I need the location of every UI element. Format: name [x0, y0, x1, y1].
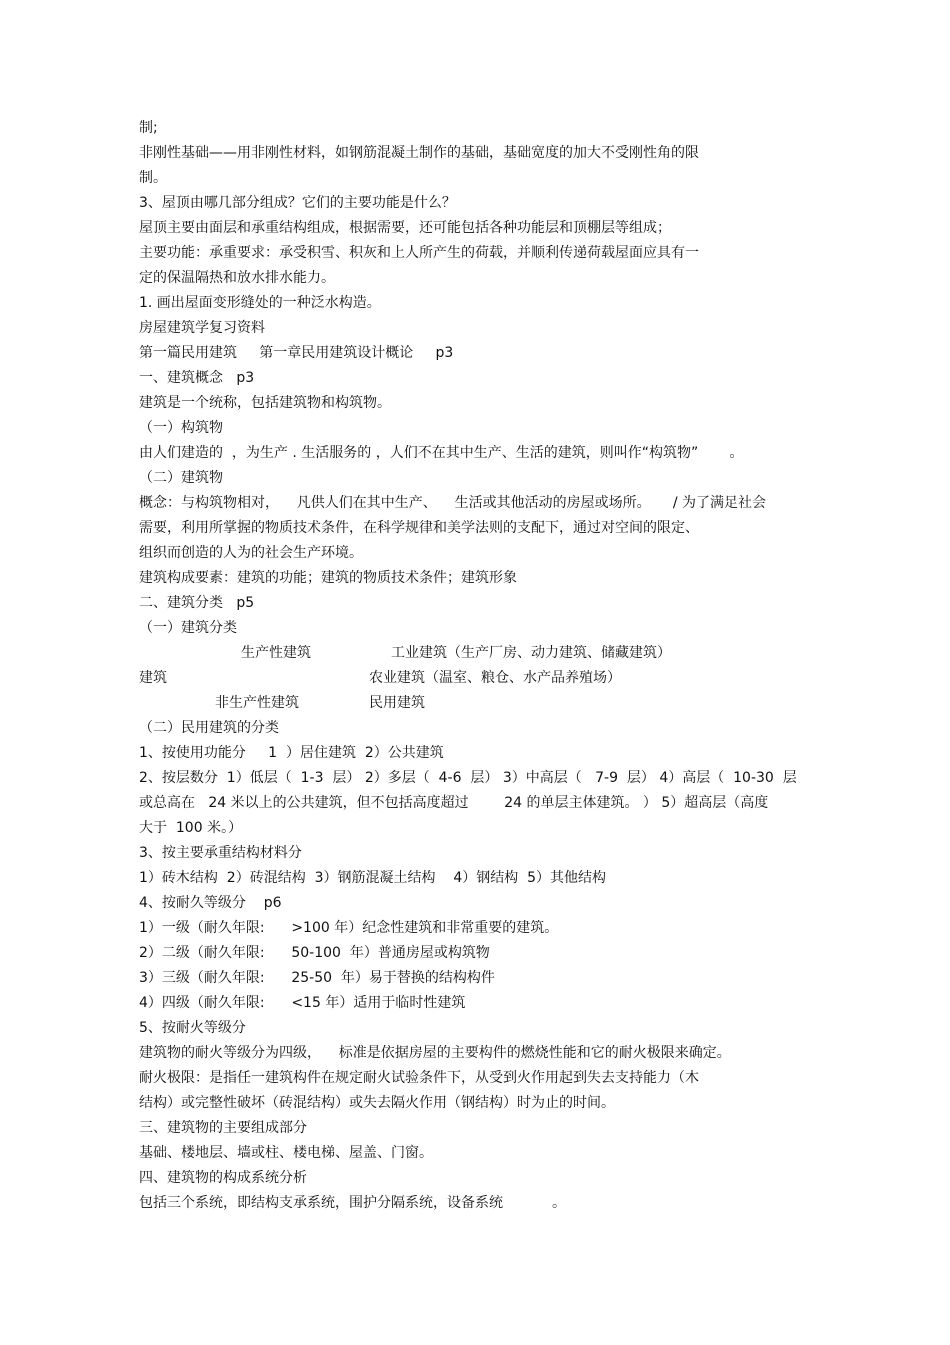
class-industrial: 工业建筑（生产厂房、动力建筑、储藏建筑） [391, 645, 671, 661]
text-line: 制。 [139, 170, 167, 186]
text-line: 4、按耐久等级分 p6 [139, 895, 282, 911]
text-line: 4）四级（耐久年限: <15 年）适用于临时性建筑 [139, 995, 466, 1011]
text-line: 主要功能：承重要求：承受积雪、积灰和上人所产生的荷载，并顺利传递荷载屋面应具有一 [139, 245, 699, 261]
text-line: 基础、楼地层、墙或柱、楼电梯、屋盖、门窗。 [139, 1145, 433, 1161]
text-line: 1）砖木结构 2）砖混结构 3）钢筋混凝土结构 4）钢结构 5）其他结构 [139, 870, 607, 886]
text-line: 3、按主要承重结构材料分 [139, 845, 302, 861]
text-line: 建筑物的耐火等级分为四级， 标准是依据房屋的主要构件的燃烧性能和它的耐火极限来确定。 [139, 1045, 731, 1061]
text-line: 大于 100 米。） [139, 820, 243, 836]
text-line: 1）一级（耐久年限: >100 年）纪念性建筑和非常重要的建筑。 [139, 920, 559, 936]
text-line: 1、按使用功能分 1 ）居住建筑 2）公共建筑 [139, 745, 444, 761]
text-line: 由人们建造的 ，为生产 . 生活服务的 ，人们不在其中生产、生活的建筑，则叫作“构筑物” 。 [139, 445, 744, 461]
subsection-heading: （二）民用建筑的分类 [139, 720, 279, 736]
section-heading: 四、建筑物的构成系统分析 [139, 1170, 307, 1186]
text-line: 建筑构成要素：建筑的功能；建筑的物质技术条件；建筑形象 [139, 570, 517, 586]
class-root: 建筑 [139, 670, 167, 686]
text-line: 制; [139, 120, 158, 136]
text-line: 2）二级（耐久年限: 50-100 年）普通房屋或构筑物 [139, 945, 490, 961]
text-line: 3）三级（耐久年限: 25-50 年）易于替换的结构构件 [139, 970, 495, 986]
text-line: 1. 画出屋面变形缝处的一种泛水构造。 [139, 295, 381, 311]
text-line: 5、按耐火等级分 [139, 1020, 246, 1036]
text-line: 屋顶主要由面层和承重结构组成，根据需要，还可能包括各种功能层和顶棚层等组成； [139, 220, 671, 236]
subsection-heading: （一）构筑物 [139, 420, 223, 436]
class-productive: 生产性建筑 [241, 645, 311, 661]
text-line: 包括三个系统，即结构支承系统，围护分隔系统，设备系统 。 [139, 1195, 566, 1211]
subsection-heading: （二）建筑物 [139, 470, 223, 486]
class-agricultural: 农业建筑（温室、粮仓、水产品养殖场） [369, 670, 621, 686]
class-civil: 民用建筑 [369, 695, 425, 711]
section-heading: 三、建筑物的主要组成部分 [139, 1120, 307, 1136]
chapter-heading: 第一篇民用建筑 第一章民用建筑设计概论 p3 [139, 345, 454, 361]
text-line: 耐火极限：是指任一建筑构件在规定耐火试验条件下，从受到火作用起到失去支持能力（木 [139, 1070, 699, 1086]
question-heading: 3、屋顶由哪几部分组成？它们的主要功能是什么？ [139, 195, 456, 211]
section-title: 房屋建筑学复习资料 [139, 320, 265, 336]
section-heading: 二、建筑分类 p5 [139, 595, 255, 611]
text-line: 概念：与构筑物相对， 凡供人们在其中生产、 生活或其他活动的房屋或场所。 / 为了满足社会 [139, 495, 767, 511]
text-line: 或总高在 24 米以上的公共建筑，但不包括高度超过 24 的单层主体建筑。 ） 5）超高层（高度 [139, 795, 769, 811]
text-line: 定的保温隔热和放水排水能力。 [139, 270, 335, 286]
subsection-heading: （一）建筑分类 [139, 620, 237, 636]
text-line: 组织而创造的人为的社会生产环境。 [139, 545, 363, 561]
text-line: 需要，利用所掌握的物质技术条件，在科学规律和美学法则的支配下，通过对空间的限定、 [139, 520, 699, 536]
text-line: 建筑是一个统称，包括建筑物和构筑物。 [139, 395, 391, 411]
text-line: 结构）或完整性破坏（砖混结构）或失去隔火作用（钢结构）时为止的时间。 [139, 1095, 615, 1111]
section-heading: 一、建筑概念 p3 [139, 370, 255, 386]
text-line: 非刚性基础——用非刚性材料，如钢筋混凝土制作的基础，基础宽度的加大不受刚性角的限 [139, 145, 699, 161]
class-nonproductive: 非生产性建筑 [215, 695, 299, 711]
text-line: 2、按层数分 1）低层（ 1-3 层） 2）多层（ 4-6 层） 3）中高层（ 7-9 层） 4）高层（ 10-30 层 [139, 770, 797, 786]
